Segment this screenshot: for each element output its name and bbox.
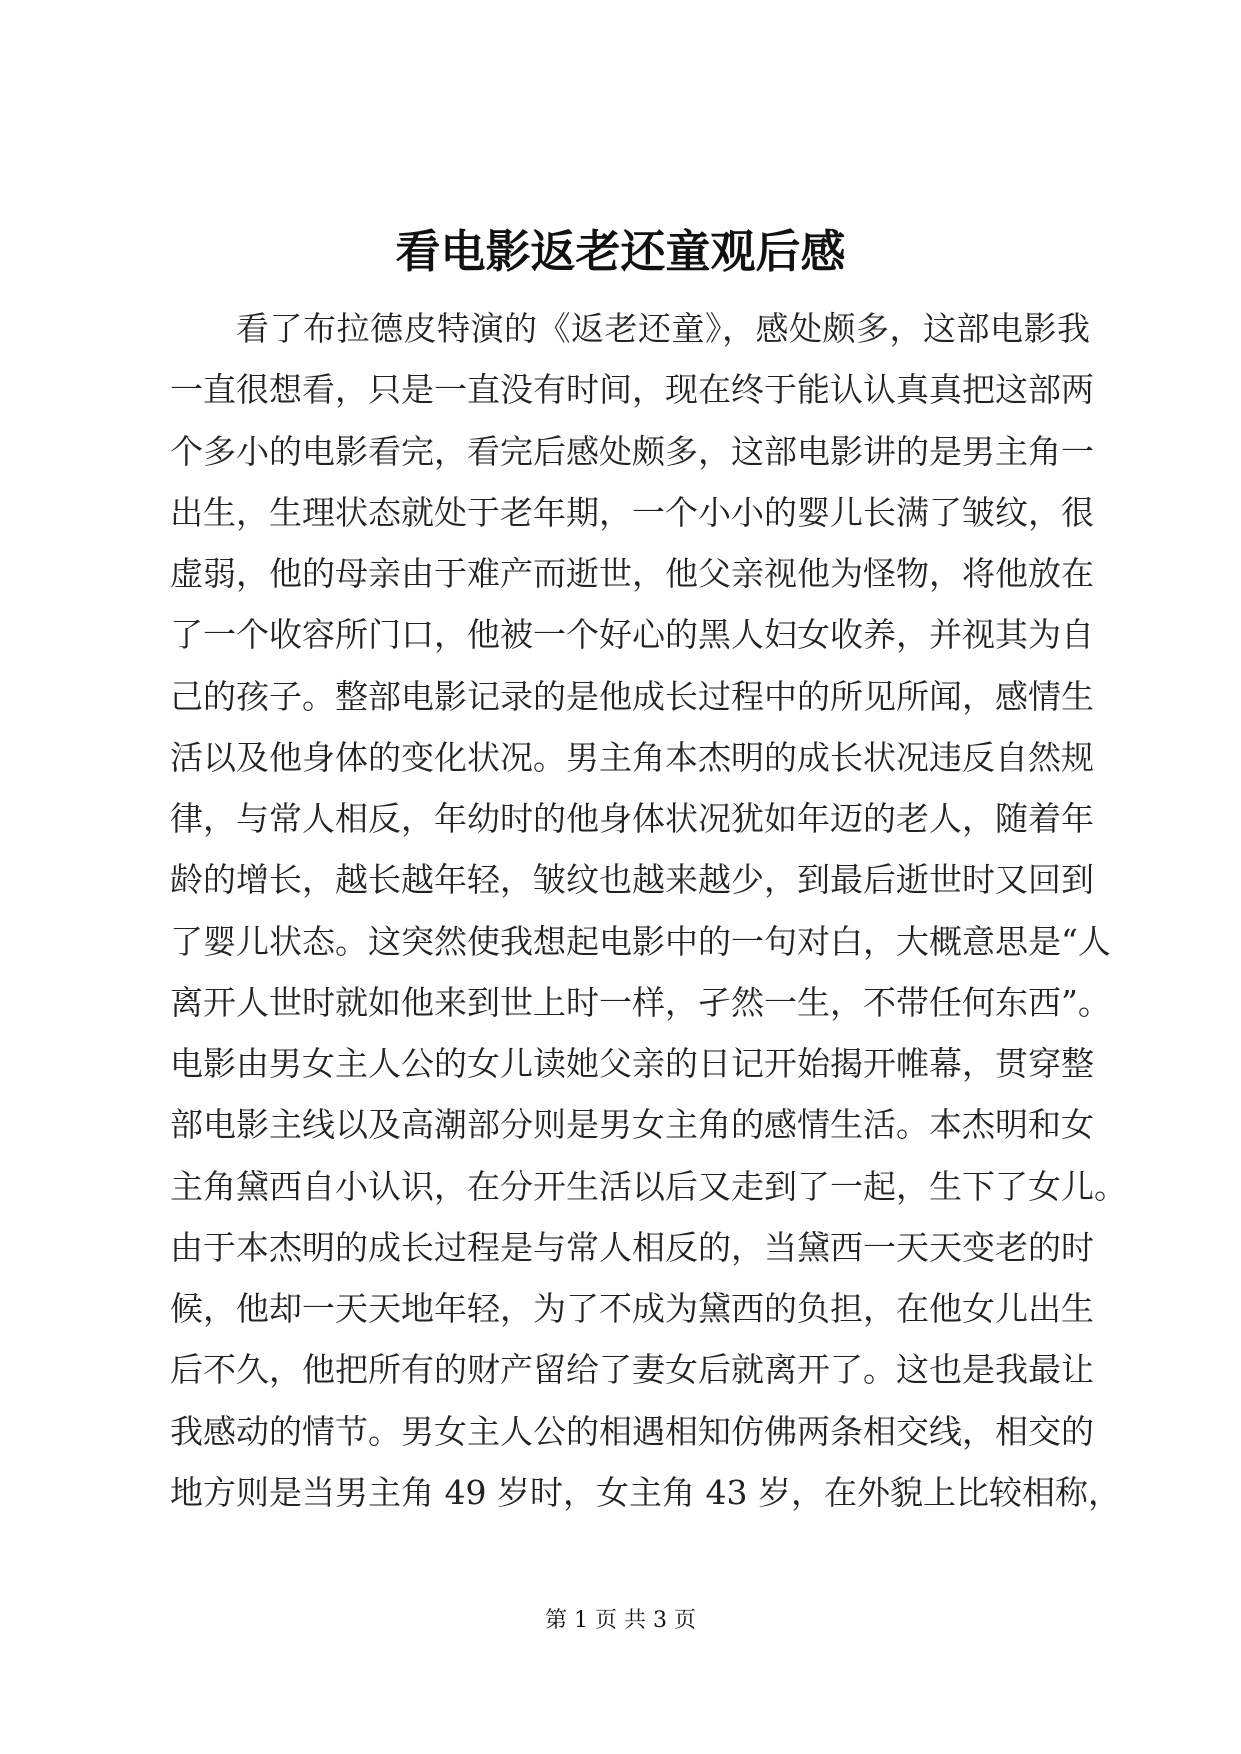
body-line: 我感动的情节。男女主人公的相遇相知仿佛两条相交线，相交的	[170, 1411, 1094, 1451]
body-line: 后不久，他把所有的财产留给了妻女后就离开了。这也是我最让	[170, 1350, 1094, 1390]
body-line: 出生，生理状态就处于老年期，一个小小的婴儿长满了皱纹，很	[170, 492, 1094, 532]
document-body	[170, 298, 1127, 1523]
body-line: 电影由男女主人公的女儿读她父亲的日记开始揭开帷幕，贯穿整	[170, 1044, 1094, 1083]
page-number-footer: 第 1 页 共 3 页	[545, 1608, 696, 1633]
body-line: 看了布拉德皮特演的《返老还童》，感处颇多，这部电影我	[236, 309, 1090, 348]
body-line: 地方则是当男主角 49 岁时，女主角 43 岁，在外貌上比较相称，	[170, 1472, 1121, 1512]
body-line: 律，与常人相反，年幼时的他身体状况犹如年迈的老人，随着年	[170, 799, 1094, 838]
body-line: 了婴儿状态。这突然使我想起电影中的一句对白，大概意思是“人	[170, 921, 1111, 961]
body-line: 主角黛西自小认识，在分开生活以后又走到了一起，生下了女儿。	[170, 1166, 1127, 1206]
body-line: 虚弱，他的母亲由于难产而逝世，他父亲视他为怪物，将他放在	[170, 554, 1094, 593]
body-line: 一直很想看，只是一直没有时间，现在终于能认认真真把这部两	[170, 370, 1094, 410]
body-line: 活以及他身体的变化状况。男主角本杰明的成长状况违反自然规	[170, 737, 1094, 777]
body-line: 龄的增长，越长越年轻，皱纹也越来越少，到最后逝世时又回到	[170, 860, 1094, 900]
body-line: 部电影主线以及高潮部分则是男女主角的感情生活。本杰明和女	[170, 1105, 1094, 1145]
body-line: 由于本杰明的成长过程是与常人相反的，当黛西一天天变老的时	[170, 1227, 1094, 1267]
document-title: 看电影返老还童观后感	[395, 225, 846, 278]
body-line: 个多小的电影看完，看完后感处颇多，这部电影讲的是男主角一	[170, 431, 1094, 471]
body-line: 离开人世时就如他来到世上时一样，孑然一生，不带任何东西”。	[170, 982, 1111, 1022]
body-line: 了一个收容所门口，他被一个好心的黑人妇女收养，并视其为自	[170, 615, 1094, 655]
body-line: 候，他却一天天地年轻，为了不成为黛西的负担，在他女儿出生	[170, 1289, 1094, 1328]
body-line: 己的孩子。整部电影记录的是他成长过程中的所见所闻，感情生	[170, 676, 1094, 716]
